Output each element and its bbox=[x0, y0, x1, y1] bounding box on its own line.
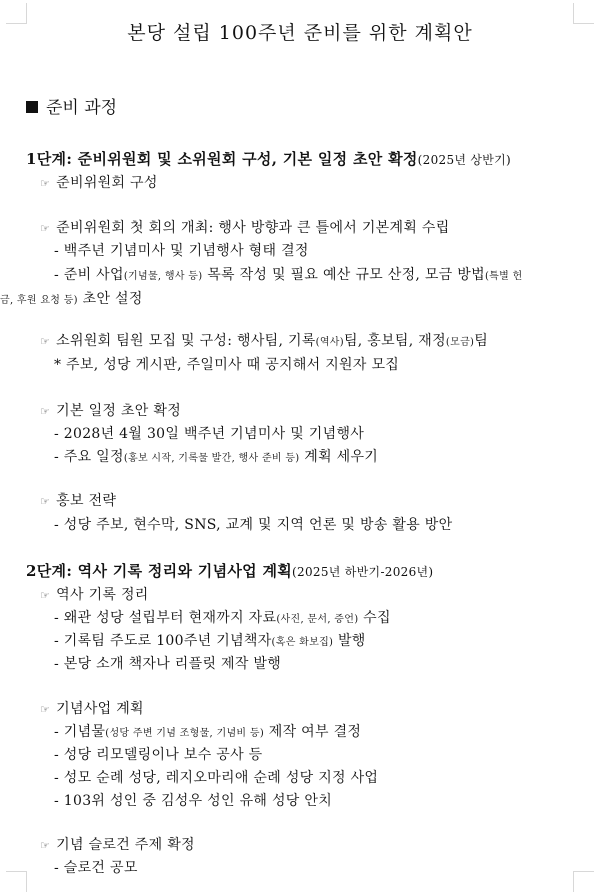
stage2-point2-item: - 103위 성인 중 김성우 성인 유해 성당 안치 bbox=[54, 793, 333, 809]
pointing-hand-icon: ☞ bbox=[40, 177, 51, 190]
stage1-point5: ☞ 홍보 전략 bbox=[40, 493, 117, 509]
pointing-hand-icon: ☞ bbox=[40, 589, 51, 602]
stage1-point2-item-wrap: 금, 후원 요청 등) 초안 설정 bbox=[0, 291, 143, 307]
pointing-hand-icon: ☞ bbox=[40, 222, 51, 235]
stage1-point4-item: - 2028년 4월 30일 백주년 기념미사 및 기념행사 bbox=[54, 426, 365, 442]
pointing-hand-icon: ☞ bbox=[40, 495, 51, 508]
black-square-icon bbox=[26, 101, 38, 113]
stage2-point2-item: - 기념물(성당 주변 기념 조형물, 기념비 등) 제작 여부 결정 bbox=[54, 724, 362, 740]
pointing-hand-icon: ☞ bbox=[40, 405, 51, 418]
stage2-point2-item: - 성모 순례 성당, 레지오마리애 순례 성당 지정 사업 bbox=[54, 770, 379, 786]
stage2-point2-item: - 성당 리모델링이나 보수 공사 등 bbox=[54, 747, 263, 763]
stage2-point1-item: - 본당 소개 책자나 리플릿 제작 발행 bbox=[54, 656, 282, 672]
pointing-hand-icon: ☞ bbox=[40, 335, 51, 348]
pointing-hand-icon: ☞ bbox=[40, 703, 51, 716]
stage1-point2: ☞ 준비위원회 첫 회의 개최: 행사 방향과 큰 틀에서 기본계획 수립 bbox=[40, 220, 450, 236]
stage2-point3-item: - 슬로건 공모 bbox=[54, 860, 138, 876]
pointing-hand-icon: ☞ bbox=[40, 839, 51, 852]
stage2-point1-item: - 기록팀 주도로 100주년 기념책자(혹은 화보집) 발행 bbox=[54, 633, 366, 649]
stage1-point3-note: * 주보, 성당 게시판, 주일미사 때 공지해서 지원자 모집 bbox=[54, 357, 400, 373]
stage1-point5-item: - 성당 주보, 현수막, SNS, 교계 및 지역 언론 및 방송 활용 방안 bbox=[54, 517, 453, 533]
stage1-point4: ☞ 기본 일정 초안 확정 bbox=[40, 403, 182, 419]
stage2-point2: ☞ 기념사업 계획 bbox=[40, 701, 144, 717]
stage1-point1: ☞ 준비위원회 구성 bbox=[40, 175, 158, 191]
stage2-heading: 2단계: 역사 기록 정리와 기념사업 계획(2025년 하반기-2026년) bbox=[26, 562, 434, 580]
stage2-point1-item: - 왜관 성당 설립부터 현재까지 자료(사진, 문서, 증언) 수집 bbox=[54, 610, 391, 626]
stage1-point4-item: - 주요 일정(홍보 시작, 기록물 발간, 행사 준비 등) 계획 세우기 bbox=[54, 449, 379, 465]
stage2-point1: ☞ 역사 기록 정리 bbox=[40, 587, 149, 603]
stage1-heading: 1단계: 준비위원회 및 소위원회 구성, 기본 일정 초안 확정(2025년 상반기) bbox=[26, 150, 512, 168]
stage2-point3: ☞ 기념 슬로건 주제 확정 bbox=[40, 837, 195, 853]
stage1-point2-item: - 백주년 기념미사 및 기념행사 형태 결정 bbox=[54, 243, 309, 259]
section-heading: 준비 과정 bbox=[26, 93, 117, 118]
stage1-point2-item: - 준비 사업(기념물, 행사 등) 목록 작성 및 필요 예산 규모 산정, 모금 방법(특별 헌 bbox=[54, 267, 523, 283]
stage1-point3: ☞ 소위원회 팀원 모집 및 구성: 행사팀, 기록(역사)팀, 홍보팀, 재정(모금)팀 bbox=[40, 333, 489, 349]
document-title: 본당 설립 100주년 준비를 위한 계획안 bbox=[127, 22, 473, 44]
